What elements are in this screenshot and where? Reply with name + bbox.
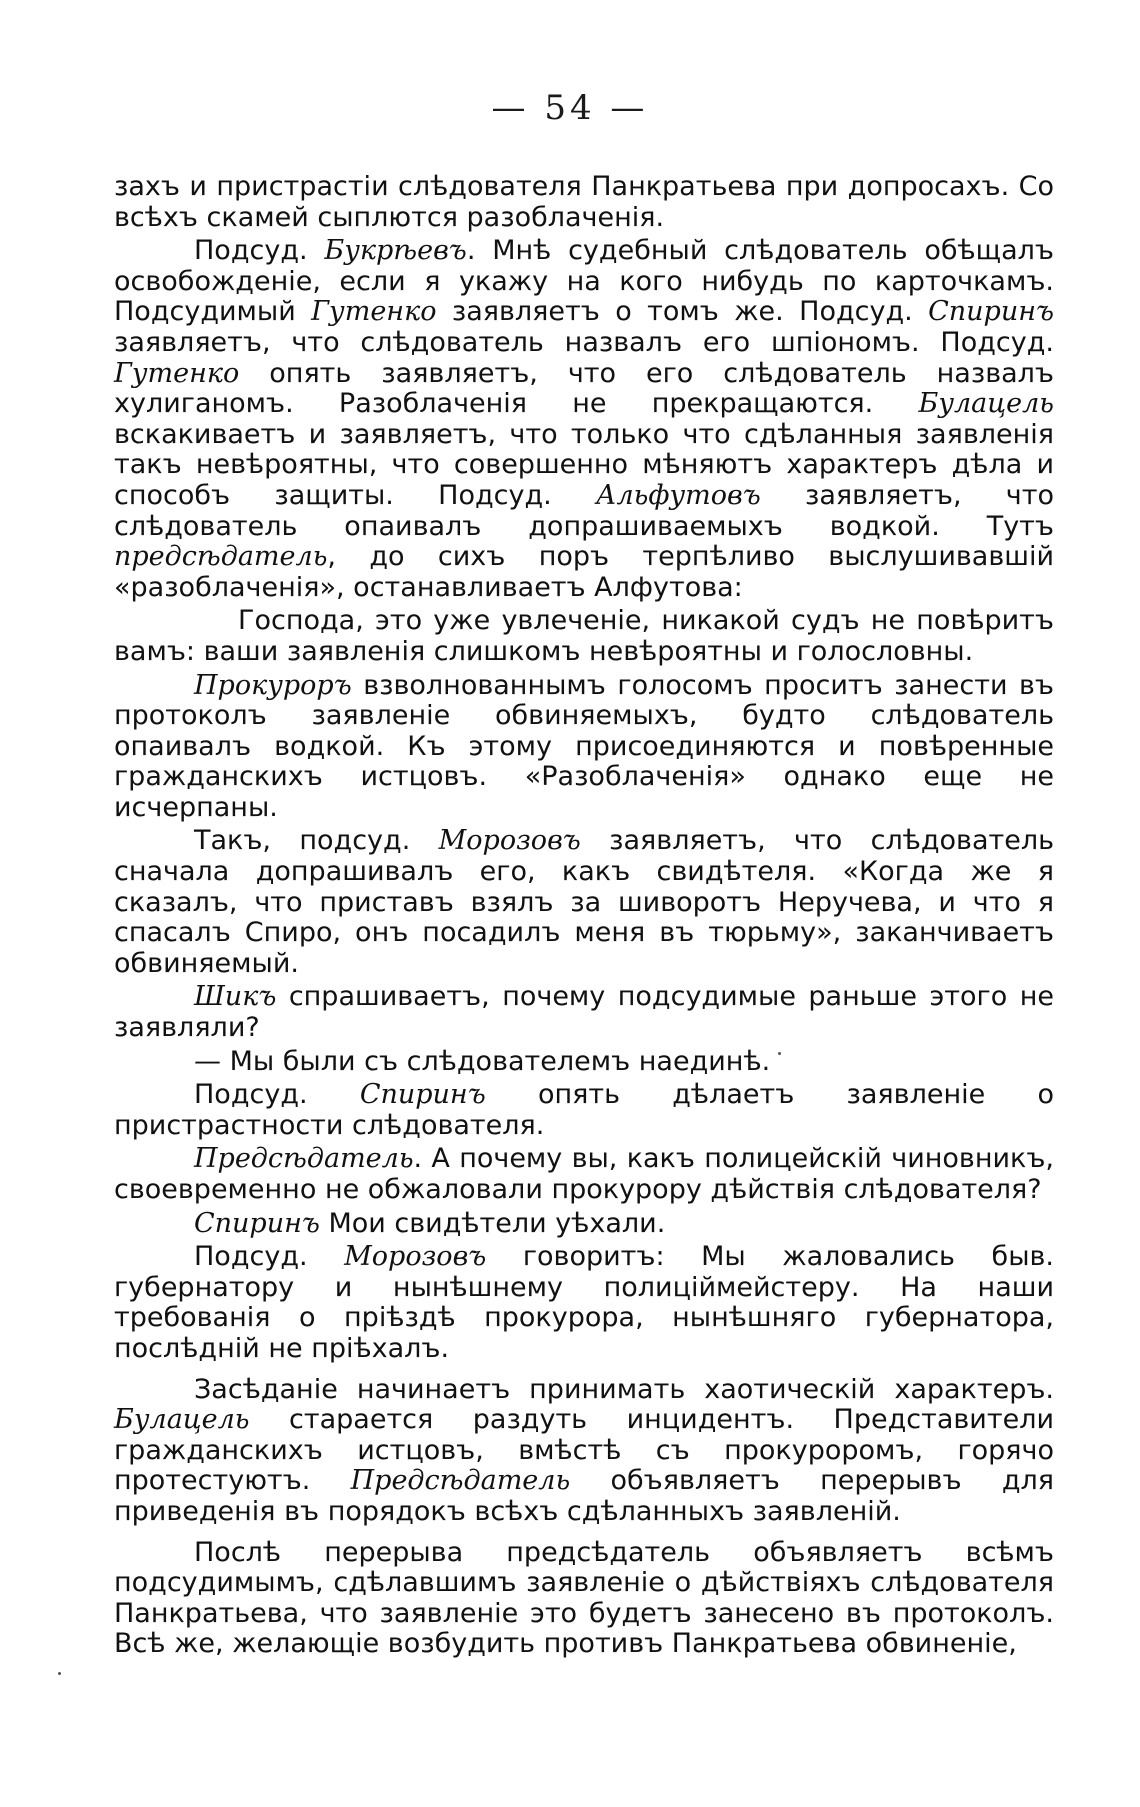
text-run: говоритъ: Мы жаловались быв. губернатору и нынѣшнему полиціймейстеру. На наши требованія о пріѣздѣ прокурора, нынѣшняго губернатора, послѣдній не пріѣхалъ.: [114, 1241, 1055, 1364]
speaker-name: Гутенко: [114, 357, 240, 389]
text-run: Подсуд.: [194, 1241, 345, 1273]
text-run: . Мнѣ судебный слѣдователь обѣщалъ освобожденіе, если я укажу на кого нибудь по карточкамъ. Подсудимый: [114, 235, 1054, 328]
speaker-name: предсѣдатель: [114, 541, 328, 573]
text-run: . А почему вы, какъ полицейскій чиновникъ, своевременно не обжаловали прокурору дѣйствія слѣдователя?: [114, 1143, 1054, 1205]
scan-speck: [778, 1052, 781, 1055]
speaker-name: Булацель: [918, 388, 1054, 420]
speaker-name: Гутенко: [311, 296, 437, 328]
speaker-name: Альфутовъ: [596, 479, 761, 511]
text-run: Подсуд.: [194, 1079, 360, 1111]
speaker-name: Предсѣдатель: [194, 1143, 414, 1175]
speaker-name: Булацель: [114, 1404, 250, 1436]
text-run: объявляетъ перерывъ для приведенія въ порядокъ всѣхъ сдѣланныхъ заявленій.: [114, 1465, 1054, 1527]
text-run: заявляетъ, что слѣдователь сначала допрашивалъ его, какъ свидѣтеля. «Когда же я сказалъ, что приставъ взялъ за шиворотъ Неручева, и что я спасалъ Спиро, онъ посадилъ меня въ тюрьму», заканчиваетъ обвиняемый.: [114, 825, 1054, 979]
paragraph-p12: [114, 1375, 1054, 1528]
speaker-name: Морозовъ: [438, 825, 581, 857]
text-run: — Мы были съ слѣдователемъ наединѣ.: [194, 1045, 771, 1077]
speaker-name: Букрѣевъ: [324, 235, 467, 267]
text-run: заявляетъ, что слѣдователь опаивалъ допрашиваемыхъ водкой. Тутъ: [114, 479, 1054, 542]
paragraph-p2: [114, 236, 1054, 603]
text-run: заявляетъ о томъ же. Подсуд.: [436, 296, 929, 328]
speaker-name: Предсѣдатель: [350, 1465, 571, 1497]
paragraph-p7: [114, 1047, 1054, 1078]
text-run: , до сихъ поръ терпѣливо выслушивавшій «разоблаченія», останавливаетъ Алфутова:: [114, 541, 1054, 603]
text-run: захъ и пристрастіи слѣдователя Панкратьева при допросахъ. Со всѣхъ скамей сыплются разоблаченія.: [114, 171, 1054, 233]
text-run: Засѣданіе начинаетъ принимать хаотическій характеръ.: [194, 1373, 1054, 1405]
text-run: вскакиваетъ и заявляетъ, что только что сдѣланныя заявленія такъ невѣроятны, что совершенно мѣняютъ характеръ дѣла и способъ защиты. Подсуд.: [114, 418, 1054, 511]
paragraph-p13: [114, 1538, 1054, 1660]
text-run: Подсуд.: [194, 235, 325, 267]
paragraph-p9: [114, 1144, 1054, 1205]
text-run: опять дѣлаетъ заявленіе о пристрастности слѣдователя.: [114, 1079, 1054, 1141]
paragraph-p8: [114, 1080, 1054, 1141]
text-run: заявляетъ, что слѣдователь назвалъ его шпіономъ. Подсуд.: [114, 326, 1054, 358]
text-run: Мои свидѣтели уѣхали.: [319, 1207, 666, 1239]
text-run: спрашиваетъ, почему подсудимые раньше этого не заявляли?: [114, 981, 1054, 1044]
text-run: Послѣ перерыва предсѣдатель объявляетъ всѣмъ подсудимымъ, сдѣлавшимъ заявленіе о дѣйствіяхъ слѣдователя Панкратьева, что заявленіе это будетъ занесено въ протоколъ. Всѣ же, желающіе возбудить противъ Панкратьева обвиненіе,: [114, 1536, 1054, 1660]
text-run: опять заявляетъ, что его слѣдователь назвалъ хулиганомъ. Разоблаченія не прекращаются.: [114, 357, 1054, 420]
speaker-name: Шикъ: [194, 981, 277, 1013]
speaker-name: Прокуроръ: [194, 669, 352, 701]
paragraph-p5: [114, 826, 1054, 979]
paragraph-p6: [114, 982, 1054, 1043]
paragraph-p1: [114, 172, 1054, 233]
text-run: Господа, это уже увлеченіе, никакой судъ не повѣритъ вамъ: ваши заявленія слишкомъ невѣроятны и голословны.: [114, 605, 1054, 667]
scan-speck: [58, 1672, 61, 1675]
speaker-name: Спиринъ: [928, 296, 1054, 328]
speaker-name: Спиринъ: [359, 1079, 486, 1111]
body-text: [114, 172, 1054, 1663]
paragraph-p11: [114, 1242, 1054, 1364]
text-run: взволнованнымъ голосомъ проситъ занести въ протоколъ заявленіе обвиняемыхъ, будто слѣдователь опаивалъ водкой. Къ этому присоединяются и повѣренные гражданскихъ истцовъ. «Разоблаченія» однако еще не исчерпаны.: [114, 669, 1054, 823]
speaker-name: Морозовъ: [344, 1241, 487, 1273]
paragraph-p4: [114, 671, 1054, 824]
paragraph-p3: [114, 606, 1054, 667]
text-run: старается раздуть инцидентъ. Представители гражданскихъ истцовъ, вмѣстѣ съ прокуроромъ, горячо протестуютъ.: [114, 1404, 1054, 1497]
text-run: Такъ, подсуд.: [194, 825, 439, 857]
speaker-name: Спиринъ: [194, 1207, 320, 1239]
page-number: — 54 —: [491, 88, 649, 128]
paragraph-p10: [114, 1209, 1054, 1240]
